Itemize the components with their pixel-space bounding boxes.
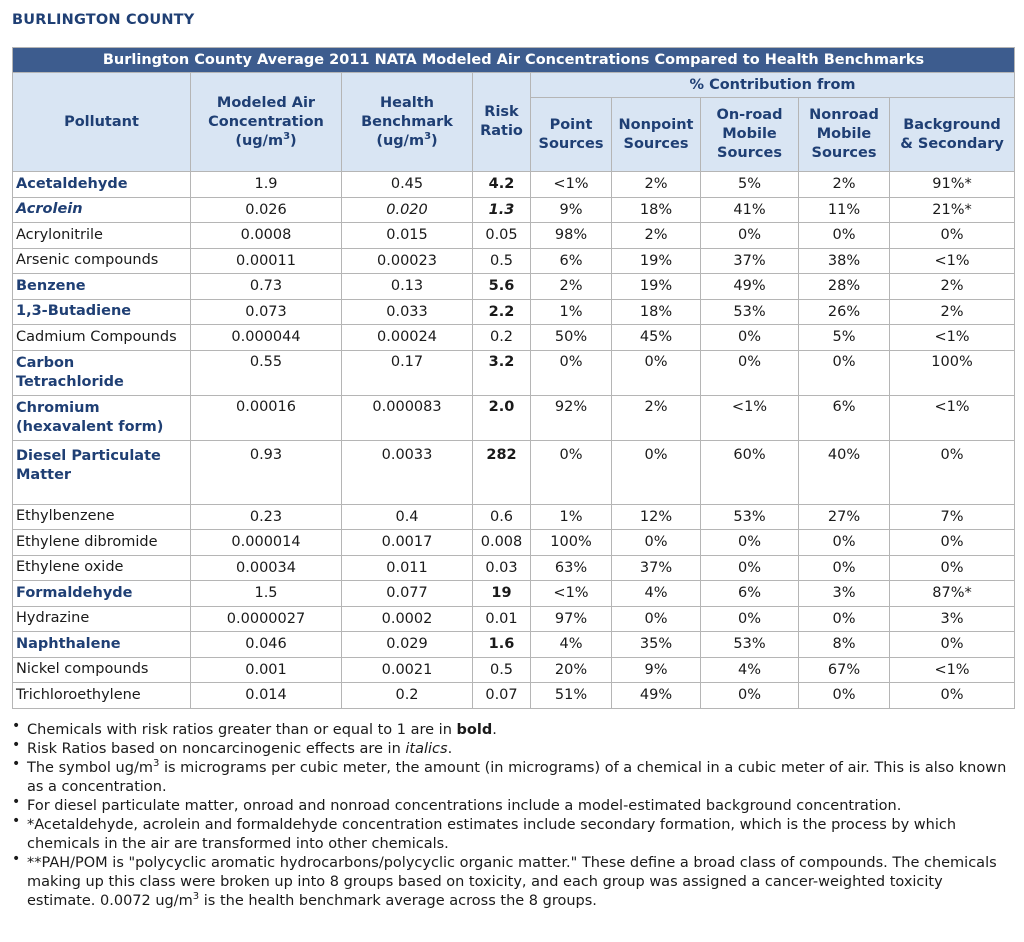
health-benchmark: 0.000083	[342, 395, 473, 440]
table-row	[13, 274, 1015, 300]
table-row	[13, 581, 1015, 607]
risk-ratio: 4.2	[473, 172, 531, 198]
bullet-icon: •	[12, 851, 21, 867]
pollutant-name: Ethylene dibromide	[13, 530, 191, 556]
modeled-concentration: 0.0008	[191, 223, 342, 249]
header-pollutant: Pollutant	[13, 73, 191, 172]
nata-table	[12, 47, 1015, 709]
risk-ratio: 0.008	[473, 530, 531, 556]
risk-ratio: 0.01	[473, 606, 531, 632]
nonroad-mobile: 2%	[799, 172, 890, 198]
risk-ratio: 0.6	[473, 504, 531, 530]
risk-ratio: 1.3	[473, 197, 531, 223]
point-sources: 6%	[531, 248, 612, 274]
table-row	[13, 223, 1015, 249]
modeled-concentration: 0.073	[191, 299, 342, 325]
risk-ratio: 1.6	[473, 632, 531, 658]
background-secondary: <1%	[890, 325, 1015, 351]
onroad-mobile: 0%	[701, 683, 799, 709]
background-secondary: 21%*	[890, 197, 1015, 223]
nonpoint-sources: 0%	[612, 440, 701, 504]
health-benchmark: 0.077	[342, 581, 473, 607]
health-benchmark: 0.033	[342, 299, 473, 325]
point-sources: 100%	[531, 530, 612, 556]
nonroad-mobile: 0%	[799, 530, 890, 556]
point-sources: 0%	[531, 440, 612, 504]
health-benchmark: 0.0017	[342, 530, 473, 556]
risk-ratio: 2.2	[473, 299, 531, 325]
onroad-mobile: 6%	[701, 581, 799, 607]
table-row	[13, 248, 1015, 274]
risk-ratio: 282	[473, 440, 531, 504]
background-secondary: 0%	[890, 440, 1015, 504]
health-benchmark: 0.020	[342, 197, 473, 223]
onroad-mobile: 0%	[701, 350, 799, 395]
footnote-bold: • Chemicals with risk ratios greater than or equal to 1 are in bold.	[12, 718, 497, 738]
nonpoint-sources: 0%	[612, 530, 701, 556]
background-secondary: <1%	[890, 248, 1015, 274]
footnote-pah-pom: • **PAH/POM is "polycyclic aromatic hydrocarbons/polycyclic organic matter." These define a broad class of compounds. The chemicals making up this class were broken up into 8 groups based on toxicity, and each group was assigned a cancer-weighted toxicity estimate. 0.0072 $ug/m^3$ is the health benchmark average across the 8 groups.	[12, 851, 997, 909]
header-onroad-mobile: On-road Mobile Sources	[701, 98, 799, 172]
point-sources: 2%	[531, 274, 612, 300]
table-row	[13, 530, 1015, 556]
point-sources: 4%	[531, 632, 612, 658]
health-benchmark: 0.00023	[342, 248, 473, 274]
nonroad-mobile: 8%	[799, 632, 890, 658]
bullet-icon: •	[12, 813, 21, 829]
pollutant-name: Chromium (hexavalent form)	[13, 395, 191, 440]
nonroad-mobile: 40%	[799, 440, 890, 504]
nonpoint-sources: 2%	[612, 395, 701, 440]
point-sources: 51%	[531, 683, 612, 709]
table-title: Burlington County Average 2011 NATA Modeled Air Concentrations Compared to Health Benchmarks	[13, 48, 1015, 73]
modeled-concentration: 0.000014	[191, 530, 342, 556]
nonpoint-sources: 4%	[612, 581, 701, 607]
point-sources: <1%	[531, 581, 612, 607]
nonpoint-sources: 18%	[612, 197, 701, 223]
pollutant-name: Ethylene oxide	[13, 555, 191, 581]
point-sources: 63%	[531, 555, 612, 581]
background-secondary: 7%	[890, 504, 1015, 530]
modeled-concentration: 0.014	[191, 683, 342, 709]
health-benchmark: 0.45	[342, 172, 473, 198]
nonroad-mobile: 0%	[799, 555, 890, 581]
footnote-units: • The symbol $ug/m^3$ is micrograms per cubic meter, the amount (in micrograms) of a chemical in a cubic meter of air. This is also known as a concentration.	[12, 756, 1007, 795]
nonroad-mobile: 0%	[799, 223, 890, 249]
risk-ratio: 5.6	[473, 274, 531, 300]
pollutant-name: 1,3-Butadiene	[13, 299, 191, 325]
onroad-mobile: 53%	[701, 299, 799, 325]
nonpoint-sources: 2%	[612, 223, 701, 249]
point-sources: 9%	[531, 197, 612, 223]
header-risk-ratio: Risk Ratio	[473, 73, 531, 172]
modeled-concentration: 0.001	[191, 657, 342, 683]
background-secondary: 2%	[890, 299, 1015, 325]
modeled-concentration: 0.00016	[191, 395, 342, 440]
background-secondary: 0%	[890, 555, 1015, 581]
background-secondary: 91%*	[890, 172, 1015, 198]
background-secondary: 87%*	[890, 581, 1015, 607]
modeled-concentration: 0.00011	[191, 248, 342, 274]
onroad-mobile: 0%	[701, 606, 799, 632]
table-row	[13, 299, 1015, 325]
point-sources: 1%	[531, 504, 612, 530]
bullet-icon: •	[12, 718, 21, 734]
pollutant-name: Hydrazine	[13, 606, 191, 632]
background-secondary: <1%	[890, 657, 1015, 683]
header-background-secondary: Background & Secondary	[890, 98, 1015, 172]
nonpoint-sources: 19%	[612, 248, 701, 274]
point-sources: 98%	[531, 223, 612, 249]
health-benchmark: 0.015	[342, 223, 473, 249]
onroad-mobile: 0%	[701, 555, 799, 581]
health-benchmark: 0.17	[342, 350, 473, 395]
modeled-concentration: 1.9	[191, 172, 342, 198]
pollutant-name: Acrylonitrile	[13, 223, 191, 249]
table-row	[13, 504, 1015, 530]
bullet-icon: •	[12, 737, 21, 753]
point-sources: <1%	[531, 172, 612, 198]
onroad-mobile: 41%	[701, 197, 799, 223]
nonroad-mobile: 3%	[799, 581, 890, 607]
pollutant-name: Acetaldehyde	[13, 172, 191, 198]
footnote-italics: • Risk Ratios based on noncarcinogenic effects are in italics.	[12, 737, 453, 757]
header-modeled-concentration: Modeled Air Concentration $(ug/m^3)$	[191, 73, 342, 172]
pollutant-name: Nickel compounds	[13, 657, 191, 683]
bullet-icon: •	[12, 756, 21, 772]
modeled-concentration: 1.5	[191, 581, 342, 607]
nonpoint-sources: 19%	[612, 274, 701, 300]
nonroad-mobile: 0%	[799, 683, 890, 709]
modeled-concentration: 0.93	[191, 440, 342, 504]
pollutant-name: Formaldehyde	[13, 581, 191, 607]
point-sources: 50%	[531, 325, 612, 351]
bullet-icon: •	[12, 794, 21, 810]
footnote-diesel: • For diesel particulate matter, onroad and nonroad concentrations include a model-estimated background concentration.	[12, 794, 902, 814]
background-secondary: 100%	[890, 350, 1015, 395]
modeled-concentration: 0.73	[191, 274, 342, 300]
pollutant-name: Naphthalene	[13, 632, 191, 658]
county-title: BURLINGTON COUNTY	[12, 12, 195, 28]
header-point-sources: Point Sources	[531, 98, 612, 172]
background-secondary: 0%	[890, 683, 1015, 709]
modeled-concentration: 0.00034	[191, 555, 342, 581]
onroad-mobile: 49%	[701, 274, 799, 300]
onroad-mobile: 0%	[701, 325, 799, 351]
point-sources: 0%	[531, 350, 612, 395]
table-row	[13, 325, 1015, 351]
modeled-concentration: 0.0000027	[191, 606, 342, 632]
table-row	[13, 172, 1015, 198]
pollutant-name: Carbon Tetrachloride	[13, 350, 191, 395]
health-benchmark: 0.029	[342, 632, 473, 658]
background-secondary: 0%	[890, 530, 1015, 556]
table-row	[13, 606, 1015, 632]
nonroad-mobile: 27%	[799, 504, 890, 530]
nonpoint-sources: 18%	[612, 299, 701, 325]
risk-ratio: 3.2	[473, 350, 531, 395]
nonpoint-sources: 49%	[612, 683, 701, 709]
nonroad-mobile: 38%	[799, 248, 890, 274]
modeled-concentration: 0.23	[191, 504, 342, 530]
risk-ratio: 0.07	[473, 683, 531, 709]
nonpoint-sources: 12%	[612, 504, 701, 530]
pollutant-name: Benzene	[13, 274, 191, 300]
nonroad-mobile: 67%	[799, 657, 890, 683]
nonroad-mobile: 11%	[799, 197, 890, 223]
health-benchmark: 0.00024	[342, 325, 473, 351]
header-nonroad-mobile: Nonroad Mobile Sources	[799, 98, 890, 172]
risk-ratio: 0.03	[473, 555, 531, 581]
table-row	[13, 683, 1015, 709]
nonroad-mobile: 0%	[799, 606, 890, 632]
modeled-concentration: 0.55	[191, 350, 342, 395]
health-benchmark: 0.011	[342, 555, 473, 581]
onroad-mobile: 53%	[701, 632, 799, 658]
risk-ratio: 19	[473, 581, 531, 607]
onroad-mobile: 4%	[701, 657, 799, 683]
table-row	[13, 350, 1015, 395]
onroad-mobile: <1%	[701, 395, 799, 440]
modeled-concentration: 0.000044	[191, 325, 342, 351]
background-secondary: 0%	[890, 223, 1015, 249]
risk-ratio: 0.5	[473, 657, 531, 683]
header-health-benchmark: Health Benchmark $(ug/m^3)$	[342, 73, 473, 172]
risk-ratio: 0.05	[473, 223, 531, 249]
footnote-secondary-formation: • *Acetaldehyde, acrolein and formaldehyde concentration estimates include secondary formation, which is the process by which chemicals in the air are transformed into other chemicals.	[12, 813, 957, 852]
footnotes-list	[12, 718, 1014, 911]
table-row	[13, 440, 1015, 504]
risk-ratio: 2.0	[473, 395, 531, 440]
nonroad-mobile: 6%	[799, 395, 890, 440]
health-benchmark: 0.0021	[342, 657, 473, 683]
pollutant-name: Ethylbenzene	[13, 504, 191, 530]
health-benchmark: 0.2	[342, 683, 473, 709]
onroad-mobile: 37%	[701, 248, 799, 274]
nonroad-mobile: 28%	[799, 274, 890, 300]
nonpoint-sources: 9%	[612, 657, 701, 683]
table-row	[13, 395, 1015, 440]
point-sources: 97%	[531, 606, 612, 632]
pollutant-name: Cadmium Compounds	[13, 325, 191, 351]
modeled-concentration: 0.026	[191, 197, 342, 223]
health-benchmark: 0.13	[342, 274, 473, 300]
point-sources: 20%	[531, 657, 612, 683]
health-benchmark: 0.0002	[342, 606, 473, 632]
point-sources: 92%	[531, 395, 612, 440]
pollutant-name: Trichloroethylene	[13, 683, 191, 709]
header-nonpoint-sources: Nonpoint Sources	[612, 98, 701, 172]
nonpoint-sources: 37%	[612, 555, 701, 581]
nonpoint-sources: 2%	[612, 172, 701, 198]
table-title-row	[13, 48, 1015, 73]
health-benchmark: 0.0033	[342, 440, 473, 504]
onroad-mobile: 0%	[701, 530, 799, 556]
nonpoint-sources: 35%	[612, 632, 701, 658]
table-row	[13, 197, 1015, 223]
onroad-mobile: 53%	[701, 504, 799, 530]
nonpoint-sources: 45%	[612, 325, 701, 351]
point-sources: 1%	[531, 299, 612, 325]
header-contribution: % Contribution from	[531, 73, 1015, 98]
nonpoint-sources: 0%	[612, 606, 701, 632]
table-row	[13, 632, 1015, 658]
background-secondary: 0%	[890, 632, 1015, 658]
pollutant-name: Acrolein	[13, 197, 191, 223]
pollutant-name: Diesel Particulate Matter	[13, 440, 191, 504]
modeled-concentration: 0.046	[191, 632, 342, 658]
nonpoint-sources: 0%	[612, 350, 701, 395]
table-row	[13, 555, 1015, 581]
nonroad-mobile: 26%	[799, 299, 890, 325]
risk-ratio: 0.2	[473, 325, 531, 351]
nonroad-mobile: 0%	[799, 350, 890, 395]
onroad-mobile: 60%	[701, 440, 799, 504]
background-secondary: 3%	[890, 606, 1015, 632]
risk-ratio: 0.5	[473, 248, 531, 274]
nonroad-mobile: 5%	[799, 325, 890, 351]
header-row-1	[13, 73, 1015, 98]
pollutant-name: Arsenic compounds	[13, 248, 191, 274]
background-secondary: 2%	[890, 274, 1015, 300]
table-row	[13, 657, 1015, 683]
onroad-mobile: 5%	[701, 172, 799, 198]
health-benchmark: 0.4	[342, 504, 473, 530]
onroad-mobile: 0%	[701, 223, 799, 249]
background-secondary: <1%	[890, 395, 1015, 440]
